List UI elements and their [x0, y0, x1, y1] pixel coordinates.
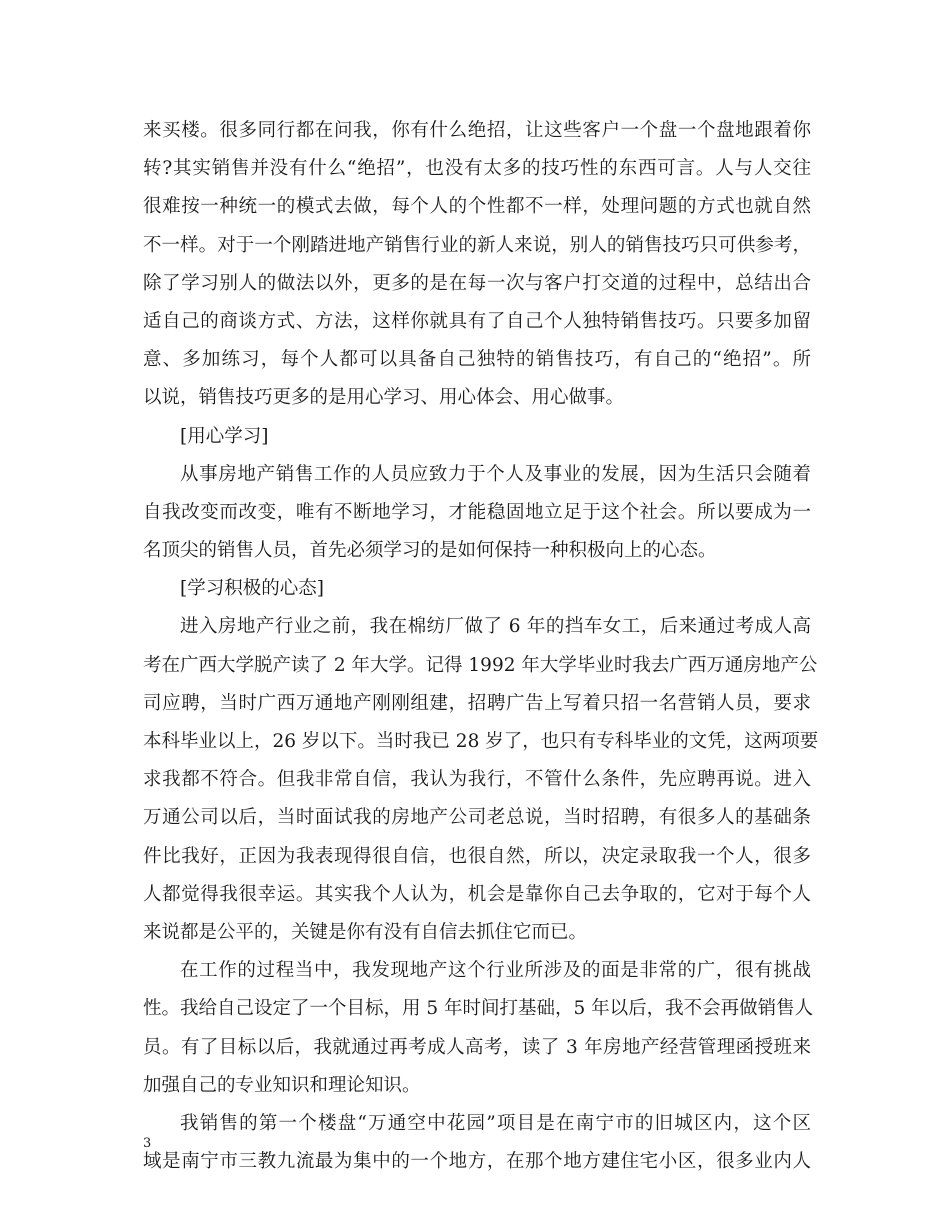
body-text	[143, 112, 819, 1181]
text-line: 本科毕业以上，26 岁以下。当时我已 28 岁了，也只有专科毕业的文凭，这两项要	[143, 731, 819, 752]
text-line: 员。有了目标以后，我就通过再考成人高考，读了 3 年房地产经营管理函授班来	[143, 1036, 811, 1058]
text-line: 意、多加练习，每个人都可以具备自己独特的销售技巧，有自己的“绝招”。所	[143, 349, 811, 371]
text-line: 加强自己的专业知识和理论知识。	[143, 1074, 421, 1096]
text-line: 名顶尖的销售人员，首先必须学习的是如何保持一种积极向上的心态。	[143, 540, 717, 562]
paragraph-start-line: 进入房地产行业之前，我在棉纺厂做了 6 年的挡车女工，后来通过考成人高	[180, 616, 811, 638]
text-line: 万通公司以后，当时面试我的房地产公司老总说，当时招聘，有很多人的基础条	[143, 807, 811, 829]
text-line: 司应聘，当时广西万通地产刚刚组建，招聘广告上写着只招一名营销人员，要求	[143, 692, 811, 714]
text-line: 性。我给自己设定了一个目标，用 5 年时间打基础，5 年以后，我不会再做销售人	[143, 998, 814, 1020]
page-number: 3	[143, 1136, 152, 1151]
text-line: 自我改变而改变，唯有不断地学习，才能稳固地立足于这个社会。所以要成为一	[143, 501, 811, 523]
text-line: 来买楼。很多同行都在问我，你有什么绝招，让这些客户一个盘一个盘地跟着你	[143, 120, 811, 141]
paragraph-start-line: [用心学习]	[180, 425, 269, 447]
paragraph-start-line: 从事房地产销售工作的人员应致力于个人及事业的发展，因为生活只会随着	[180, 463, 811, 485]
text-line: 考在广西大学脱产读了 2 年大学。记得 1992 年大学毕业时我去广西万通房地产公	[143, 654, 818, 676]
paragraph-start-line: 在工作的过程当中，我发现地产这个行业所涉及的面是非常的广，很有挑战	[180, 960, 811, 982]
paragraph-start-line: [学习积极的心态]	[180, 578, 324, 600]
text-line: 求我都不符合。但我非常自信，我认为我行，不管什么条件，先应聘再说。进入	[143, 769, 811, 791]
text-line: 件比我好，正因为我表现得很自信，也很自然，所以，决定录取我一个人，很多	[143, 845, 811, 867]
text-line: 来说都是公平的，关键是你有没有自信去抓住它而已。	[143, 921, 588, 943]
text-line: 人都觉得我很幸运。其实我个人认为，机会是靠你自己去争取的，它对于每个人	[143, 883, 811, 905]
text-line: 适自己的商谈方式、方法，这样你就具有了自己个人独特销售技巧。只要多加留	[143, 310, 811, 332]
text-line: 以说，销售技巧更多的是用心学习、用心体会、用心做事。	[143, 387, 625, 409]
text-line: 除了学习别人的做法以外，更多的是在每一次与客户打交道的过程中，总结出合	[143, 272, 811, 294]
text-line: 转?其实销售并没有什么“绝招”，也没有太多的技巧性的东西可言。人与人交往	[143, 158, 811, 180]
text-line: 域是南宁市三教九流最为集中的一个地方，在那个地方建住宅小区，很多业内人	[143, 1151, 811, 1173]
paragraph-start-line: 我销售的第一个楼盘“万通空中花园”项目是在南宁市的旧城区内，这个区	[180, 1112, 811, 1134]
text-line: 不一样。对于一个刚踏进地产销售行业的新人来说，别人的销售技巧只可供参考，	[143, 234, 811, 256]
text-line: 很难按一种统一的模式去做，每个人的个性都不一样，处理问题的方式也就自然	[143, 196, 811, 218]
